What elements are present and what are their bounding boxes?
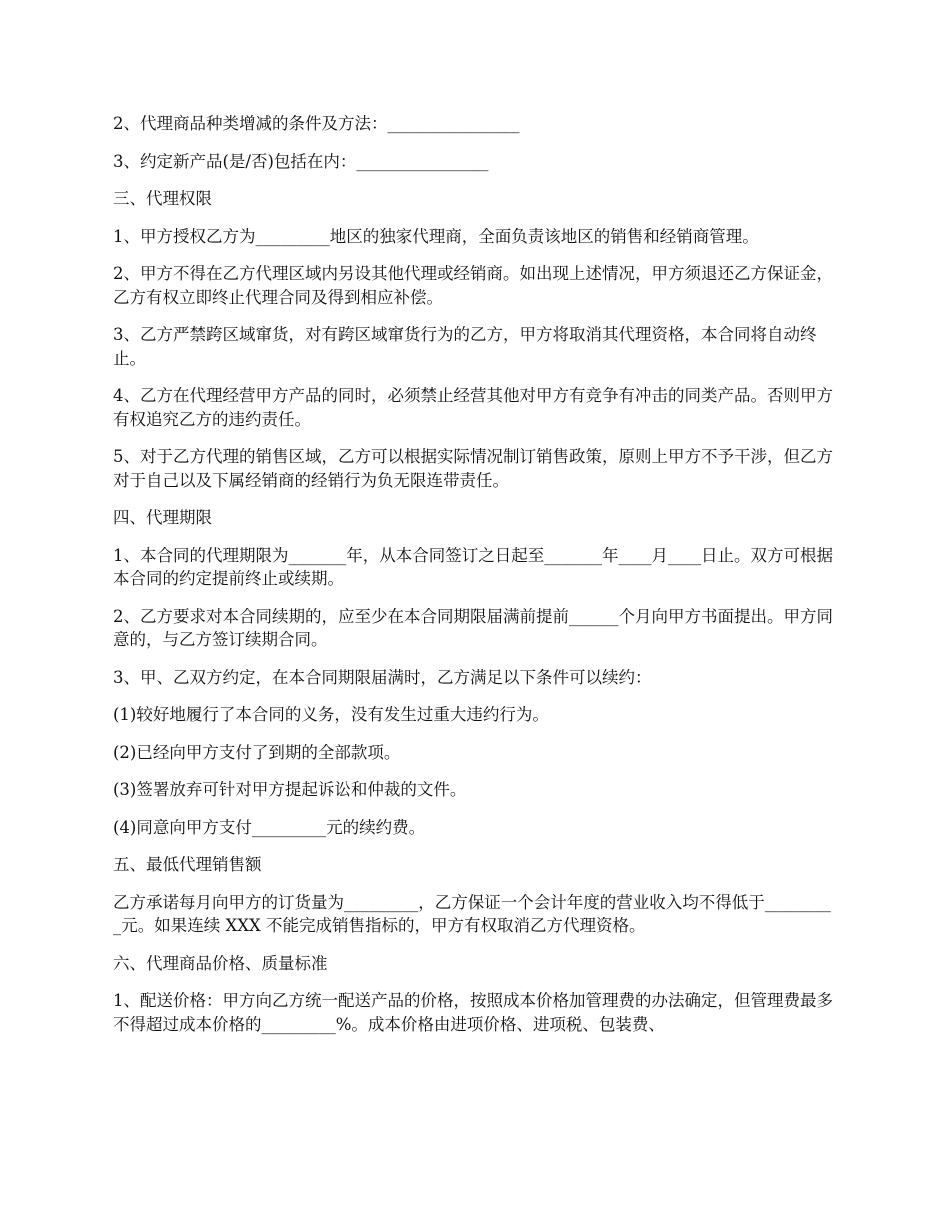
- list-item: (1)较好地履行了本合同的义务，没有发生过重大违约行为。: [113, 705, 549, 724]
- section-heading: 六、代理商品价格、质量标准: [113, 953, 328, 973]
- paragraph: 1、本合同的代理期限为_______年，从本合同签订之日起至_______年____月____日止。双方可根据本合同的约定提前终止或续期。: [113, 545, 833, 588]
- section-heading: 三、代理权限: [113, 189, 212, 208]
- paragraph: 乙方承诺每月向甲方的订货量为_________，乙方保证一个会计年度的营业收入均不得低于_________元。如果连续 XXX 不能完成销售指标的，甲方有权取消乙方代理资格。: [113, 892, 831, 935]
- section-heading: 四、代理期限: [113, 508, 212, 527]
- list-item: (3)签署放弃可针对甲方提起诉讼和仲裁的文件。: [113, 780, 467, 799]
- section-heading: 五、最低代理销售额: [113, 855, 262, 874]
- paragraph: 5、对于乙方代理的销售区域，乙方可以根据实际情况制订销售政策，原则上甲方不予干涉，但乙方对于自己以及下属经销商的经销行为负无限连带责任。: [113, 447, 833, 490]
- list-item: (2)已经向甲方支付了到期的全部款项。: [113, 742, 401, 762]
- paragraph: 3、甲、乙双方约定，在本合同期限届满时，乙方满足以下条件可以续约：: [113, 667, 652, 687]
- paragraph: 3、约定新产品(是/否)包括在内：________________: [113, 151, 489, 171]
- document-body: [113, 112, 833, 1050]
- paragraph: 1、配送价格：甲方向乙方统一配送产品的价格，按照成本价格加管理费的办法确定，但管理费最多不得超过成本价格的_________%。成本价格由进项价格、进项税、包装费、: [113, 991, 833, 1034]
- paragraph: 2、甲方不得在乙方代理区域内另设其他代理或经销商。如出现上述情况，甲方须退还乙方保证金，乙方有权立即终止代理合同及得到相应补偿。: [113, 264, 833, 307]
- paragraph: 2、乙方要求对本合同续期的，应至少在本合同期限届满前提前______个月向甲方书面提出。甲方同意的，与乙方签订续期合同。: [113, 606, 833, 649]
- paragraph: 3、乙方严禁跨区域窜货，对有跨区域窜货行为的乙方，甲方将取消其代理资格，本合同将自动终止。: [113, 325, 817, 368]
- paragraph: 2、代理商品种类增减的条件及方法：________________: [113, 114, 520, 133]
- paragraph: 4、乙方在代理经营甲方产品的同时，必须禁止经营其他对甲方有竞争有冲击的同类产品。否则甲方有权追究乙方的违约责任。: [113, 386, 833, 429]
- list-item: (4)同意向甲方支付_________元的续约费。: [113, 817, 426, 837]
- paragraph: 1、甲方授权乙方为_________地区的独家代理商，全面负责该地区的销售和经销商管理。: [113, 226, 759, 246]
